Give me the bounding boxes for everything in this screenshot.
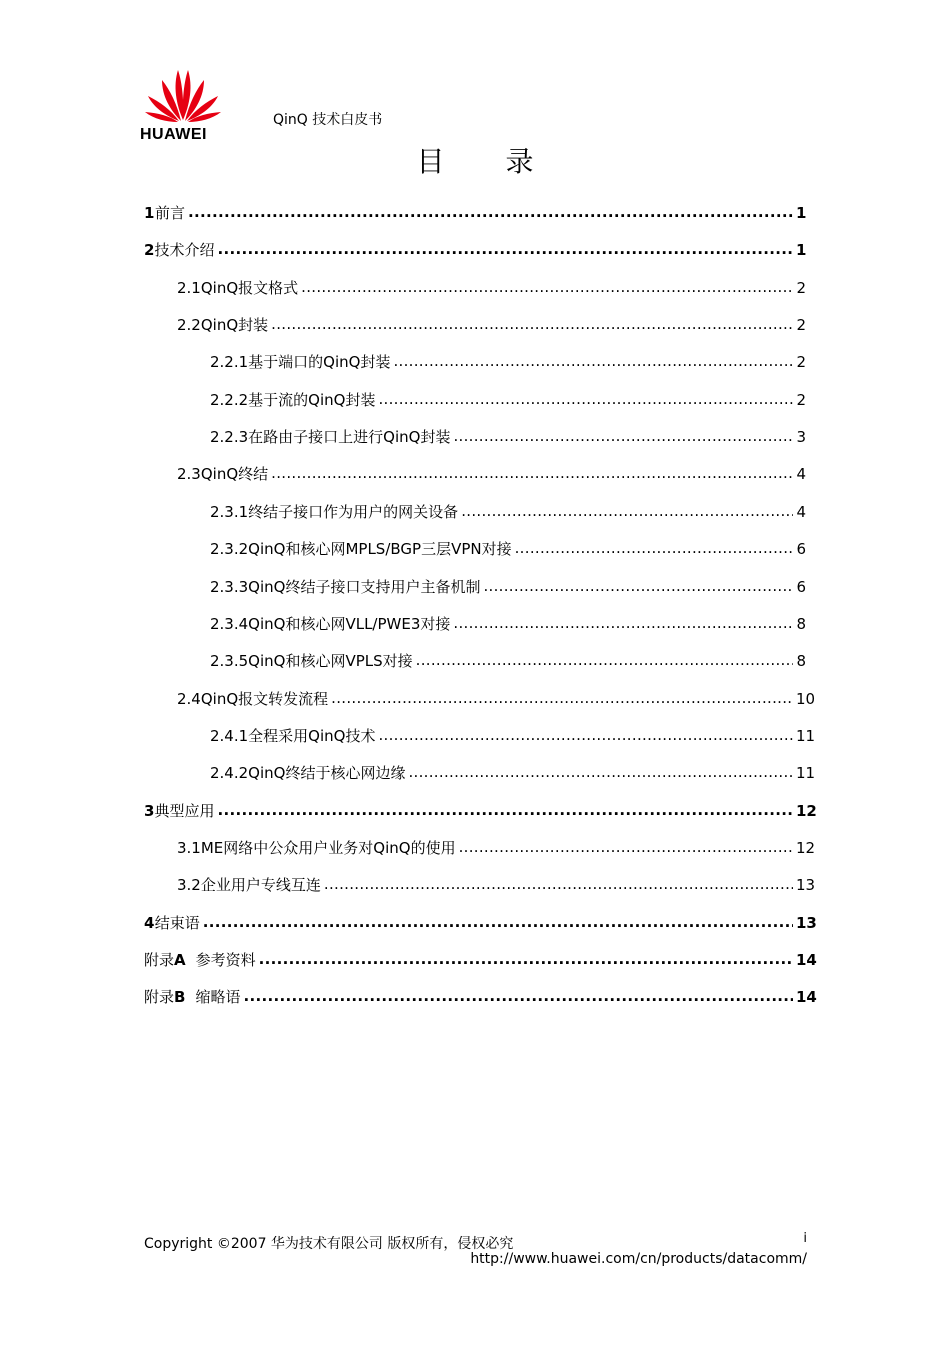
toc-entry-label: 典型应用 [154,802,215,820]
toc-entry-number: 2.3.3 [210,578,249,596]
toc-dot-leader [243,986,793,1006]
toc-appendix-letter: B [174,988,186,1006]
toc-entry-page: 13 [796,876,816,894]
toc-appendix-prefix: 附录 [144,951,175,969]
toc-entry-label: ME网络中公众用户业务对QinQ的使用 [200,839,456,857]
toc-entry[interactable] [210,390,806,410]
toc-entry-number: 2.2.1 [210,353,249,371]
toc-entry-label: QinQ报文格式 [200,279,299,297]
toc-entry-number: 2.3 [177,465,201,483]
toc-entry[interactable] [177,278,806,298]
footer-copyright: Copyright ©2007 华为技术有限公司 版权所有，侵权必究 [144,1236,514,1252]
toc-entry-number: 2.3.2 [210,540,249,558]
toc-entry-number: 2.4 [177,690,201,708]
toc-appendix-prefix: 附录 [144,988,175,1006]
toc-dot-leader [453,613,793,633]
toc-appendix-letter: A [174,951,186,969]
toc-entry-number: 3.2 [177,876,201,894]
toc-entry-label: 基于端口的QinQ封装 [248,353,391,371]
footer-page-number: i [803,1231,807,1246]
toc-dot-leader [378,725,793,745]
toc-dot-leader [331,688,793,708]
toc-entry-page: 6 [796,540,806,558]
toc-dot-leader [271,314,793,334]
toc-entry-label: QinQ报文转发流程 [200,690,329,708]
toc-entry-label: 基于流的QinQ封装 [248,391,376,409]
toc-entry[interactable] [144,987,817,1007]
toc-entry-label: QinQ终结 [200,465,269,483]
toc-entry-number: 3 [144,802,155,820]
toc-entry-number: 2.4.2 [210,764,249,782]
toc-entry-label: 参考资料 [195,951,256,969]
toc-dot-leader [271,463,793,483]
toc-entry-label: 前言 [154,204,185,222]
toc-dot-leader [461,501,793,521]
toc-dot-leader [259,949,793,969]
toc-entry[interactable] [210,352,806,372]
toc-dot-leader [483,576,793,596]
toc-entry[interactable] [210,427,806,447]
toc-dot-leader [416,650,793,670]
toc-entry[interactable] [210,763,816,783]
toc-entry-page: 4 [796,465,806,483]
toc-entry-label: QinQ终结于核心网边缘 [248,764,406,782]
toc-entry-number: 3.1 [177,839,201,857]
toc-entry-label: 缩略语 [195,988,241,1006]
toc-entry-number: 2.2.3 [210,428,249,446]
toc-dot-leader [324,874,793,894]
toc-entry[interactable] [144,801,817,821]
toc-dot-leader [188,202,793,222]
toc-entry[interactable] [177,315,806,335]
toc-entry-page: 11 [796,764,816,782]
toc-entry[interactable] [177,838,816,858]
toc-entry[interactable] [210,651,806,671]
toc-entry-number [144,987,185,1007]
toc-entry-label: 全程采用QinQ技术 [248,727,376,745]
toc-dot-leader [301,277,793,297]
toc-entry-page: 8 [796,615,806,633]
toc-entry[interactable] [210,614,806,634]
toc-entry-number: 2.2 [177,316,201,334]
toc-entry-label: QinQ和核心网VLL/PWE3对接 [248,615,451,633]
toc-entry-page: 10 [796,690,816,708]
toc-entry[interactable] [177,689,816,709]
toc-entry[interactable] [210,726,816,746]
toc-entry[interactable] [177,464,806,484]
toc-entry[interactable] [177,875,816,895]
toc-entry-label: 在路由子接口上进行QinQ封装 [248,428,451,446]
toc-entry[interactable] [144,203,806,223]
toc-entry[interactable] [144,240,806,260]
toc-dot-leader [459,837,793,857]
toc-dot-leader [217,239,793,259]
toc-entry[interactable] [144,913,817,933]
toc-entry-page: 2 [796,279,806,297]
toc-entry-label: 终结子接口作为用户的网关设备 [248,503,459,521]
document-title: QinQ 技术白皮书 [273,112,383,128]
toc-entry-page: 13 [796,914,817,932]
toc-dot-leader [378,389,793,409]
toc-dot-leader [408,762,793,782]
toc-entry-page: 1 [796,204,807,222]
toc-entry-page: 11 [796,727,816,745]
toc-entry-number: 2.3.4 [210,615,249,633]
toc-entry-page: 4 [796,503,806,521]
toc-entry-number: 2.4.1 [210,727,249,745]
toc-entry-page: 12 [796,839,816,857]
toc-entry-number: 1 [144,204,155,222]
toc-entry-page: 14 [796,951,817,969]
toc-entry-number [144,950,186,970]
toc-entry-number: 2.1 [177,279,201,297]
toc-dot-leader [217,800,793,820]
toc-entry[interactable] [210,577,806,597]
toc-dot-leader [393,351,793,371]
toc-entry-label: 企业用户专线互连 [200,876,321,894]
toc-entry-label: QinQ终结子接口支持用户主备机制 [248,578,481,596]
toc-entry-page: 6 [796,578,806,596]
toc-entry-label: 技术介绍 [154,241,215,259]
page-heading: 目 录 [416,145,560,178]
toc-entry-page: 1 [796,241,807,259]
toc-entry-number: 2 [144,241,155,259]
toc-entry-page: 2 [796,353,806,371]
toc-entry-number: 2.3.5 [210,652,249,670]
brand-wordmark: HUAWEI [140,126,207,143]
toc-dot-leader [203,912,793,932]
toc-entry-label: QinQ和核心网VPLS对接 [248,652,413,670]
toc-entry-page: 3 [796,428,806,446]
toc-entry[interactable] [144,950,817,970]
toc-entry-number: 2.3.1 [210,503,249,521]
toc-entry[interactable] [210,539,806,559]
toc-entry-page: 2 [796,316,806,334]
toc-entry-label: QinQ封装 [200,316,269,334]
footer-url[interactable]: http://www.huawei.com/cn/products/datacomm/ [470,1251,807,1267]
toc-dot-leader [453,426,793,446]
toc-dot-leader [515,538,793,558]
toc-entry-page: 14 [796,988,817,1006]
toc-entry-label: 结束语 [154,914,200,932]
toc-entry-page: 2 [796,391,806,409]
toc-entry-page: 8 [796,652,806,670]
toc-entry-label: QinQ和核心网MPLS/BGP三层VPN对接 [248,540,512,558]
toc-entry-number: 2.2.2 [210,391,249,409]
toc-entry-number: 4 [144,914,155,932]
toc-entry[interactable] [210,502,806,522]
toc-entry-page: 12 [796,802,817,820]
